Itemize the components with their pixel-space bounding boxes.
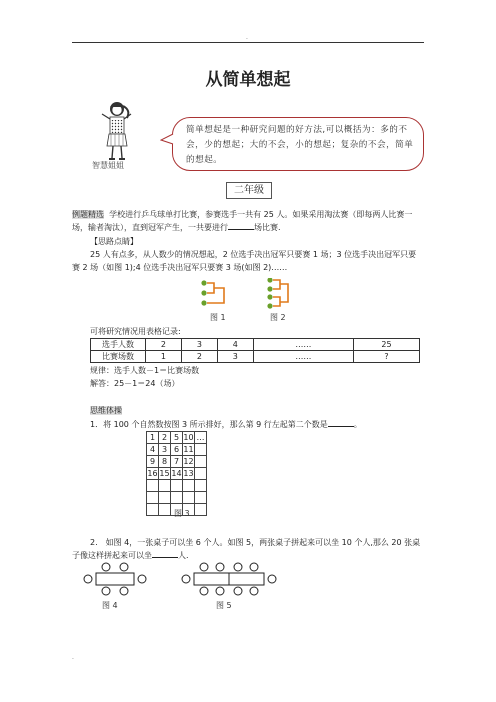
bracket-diagram bbox=[198, 278, 296, 310]
example-text-b: 场比赛. bbox=[254, 223, 281, 232]
grid-cell bbox=[159, 480, 171, 492]
grid-cell: 16 bbox=[147, 468, 158, 478]
question-2: 2. 如图 4，一张桌子可以坐 6 个人。如图 5，两张桌子拼起来可以坐 10 个人,那么 20 张桌子像这样拼起来可以坐 人. bbox=[72, 538, 421, 560]
grid-cell: 6 bbox=[171, 444, 183, 456]
table-row bbox=[91, 351, 420, 363]
grid-cell: 9 bbox=[147, 456, 159, 468]
fig5-label: 图 5 bbox=[216, 601, 232, 610]
two-tables-diagram bbox=[180, 562, 278, 600]
grid-row bbox=[147, 468, 207, 480]
example-paragraph bbox=[72, 208, 424, 234]
fig4-label: 图 4 bbox=[102, 601, 118, 610]
grid-cell bbox=[195, 444, 207, 456]
grid-cell bbox=[159, 504, 171, 516]
grid-cell: 14 bbox=[171, 468, 182, 478]
table-cell: 选手人数 bbox=[91, 339, 146, 351]
grid-cell: … bbox=[196, 432, 205, 442]
table-cell: 2 bbox=[146, 339, 182, 351]
table-cell: …… bbox=[253, 351, 353, 363]
table-cell: ? bbox=[354, 351, 420, 363]
grid-cell: 12 bbox=[183, 456, 194, 466]
table-cell: 3 bbox=[181, 339, 217, 351]
example-text-a: 学校进行乒乓球单打比赛，参赛选手一共有 25 人。如果采用淘汰赛（即每两人比赛一场，输者淘汰），直到冠军产生，一共要进行 bbox=[72, 210, 413, 232]
girl-caption: 智慧姐姐 bbox=[92, 161, 124, 170]
grid-cell: 2 bbox=[159, 432, 171, 444]
grid-row bbox=[147, 456, 207, 468]
bubble-tail-icon bbox=[160, 132, 176, 146]
q1-blank[interactable] bbox=[328, 418, 354, 427]
grid-cell: 7 bbox=[171, 456, 183, 468]
practice-tag: 思维体操 bbox=[90, 406, 122, 415]
page-title: 从简单想起 bbox=[205, 70, 291, 90]
table-cell: 1 bbox=[146, 351, 182, 363]
grid-cell bbox=[159, 492, 171, 504]
grid-cell bbox=[195, 504, 207, 516]
grid-cell: 3 bbox=[159, 444, 171, 456]
table-cell: 比赛场数 bbox=[91, 351, 146, 363]
grid-cell: 15 bbox=[159, 468, 170, 478]
grid-cell bbox=[147, 504, 159, 516]
grid-cell: 1 bbox=[147, 432, 159, 444]
table-cell: 25 bbox=[354, 339, 420, 351]
grid-cell bbox=[195, 456, 207, 468]
grid-cell bbox=[195, 480, 207, 492]
footer-mark: . bbox=[72, 654, 74, 661]
girl-illustration-icon bbox=[93, 98, 139, 162]
table-cell: 3 bbox=[217, 351, 253, 363]
grid-cell bbox=[183, 480, 195, 492]
grid-cell: 10 bbox=[183, 432, 194, 442]
table-cell: 2 bbox=[181, 351, 217, 363]
record-table bbox=[90, 338, 420, 363]
grid-cell bbox=[195, 468, 207, 480]
grid-row bbox=[147, 444, 207, 456]
number-grid bbox=[146, 431, 207, 516]
bubble-text: 简单想起是一种研究问题的好方法,可以概括为：多的不会，少的想起；大的不会，小的想起；复杂的不会，简单的想起。 bbox=[186, 125, 414, 165]
grid-cell bbox=[183, 492, 195, 504]
grid-cell bbox=[171, 492, 183, 504]
grade-label: 二年级 bbox=[226, 182, 272, 199]
grid-cell bbox=[171, 480, 183, 492]
table-cell: 4 bbox=[217, 339, 253, 351]
rule-text: 规律：选手人数－1＝比赛场数 bbox=[90, 366, 200, 375]
header-rule bbox=[72, 42, 424, 43]
table-cell: …… bbox=[253, 339, 353, 351]
fig1-label: 图 1 bbox=[210, 313, 226, 322]
one-table-diagram bbox=[82, 562, 152, 600]
table-row bbox=[91, 339, 420, 351]
grid-row bbox=[147, 432, 207, 444]
grid-cell: 8 bbox=[159, 456, 171, 468]
answer-text: 解答：25－1＝24（场） bbox=[90, 379, 180, 388]
question-1: 1．将 100 个自然数按图 3 所示排好，那么第 9 行左起第二个数是 。 bbox=[90, 420, 362, 429]
header-mark: . bbox=[246, 34, 248, 41]
example-tag: 例题精选 bbox=[72, 210, 104, 219]
answer-blank[interactable] bbox=[228, 221, 254, 230]
hint-text: 25 人有点多，从人数少的情况想起，2 位选手决出冠军只要赛 1 场；3 位选手决出冠军只要赛 2 场（如图 1);4 位选手决出冠军只要赛 3 场(如图 2)…… bbox=[72, 250, 417, 272]
grid-row bbox=[147, 480, 207, 492]
grid-cell bbox=[147, 480, 159, 492]
table-intro: 可将研究情况用表格记录: bbox=[90, 327, 181, 336]
grid-cell bbox=[195, 492, 207, 504]
grid-cell: 11 bbox=[183, 444, 194, 454]
fig3-label: 图 3 bbox=[174, 509, 190, 518]
fig2-label: 图 2 bbox=[270, 313, 286, 322]
grid-cell: 13 bbox=[183, 468, 194, 478]
grid-cell bbox=[147, 492, 159, 504]
grid-cell: 4 bbox=[147, 444, 159, 456]
q2-blank[interactable] bbox=[152, 549, 178, 558]
hint-title: 【思路点睛】 bbox=[90, 237, 138, 246]
grid-row bbox=[147, 492, 207, 504]
grid-cell: 5 bbox=[171, 432, 183, 444]
